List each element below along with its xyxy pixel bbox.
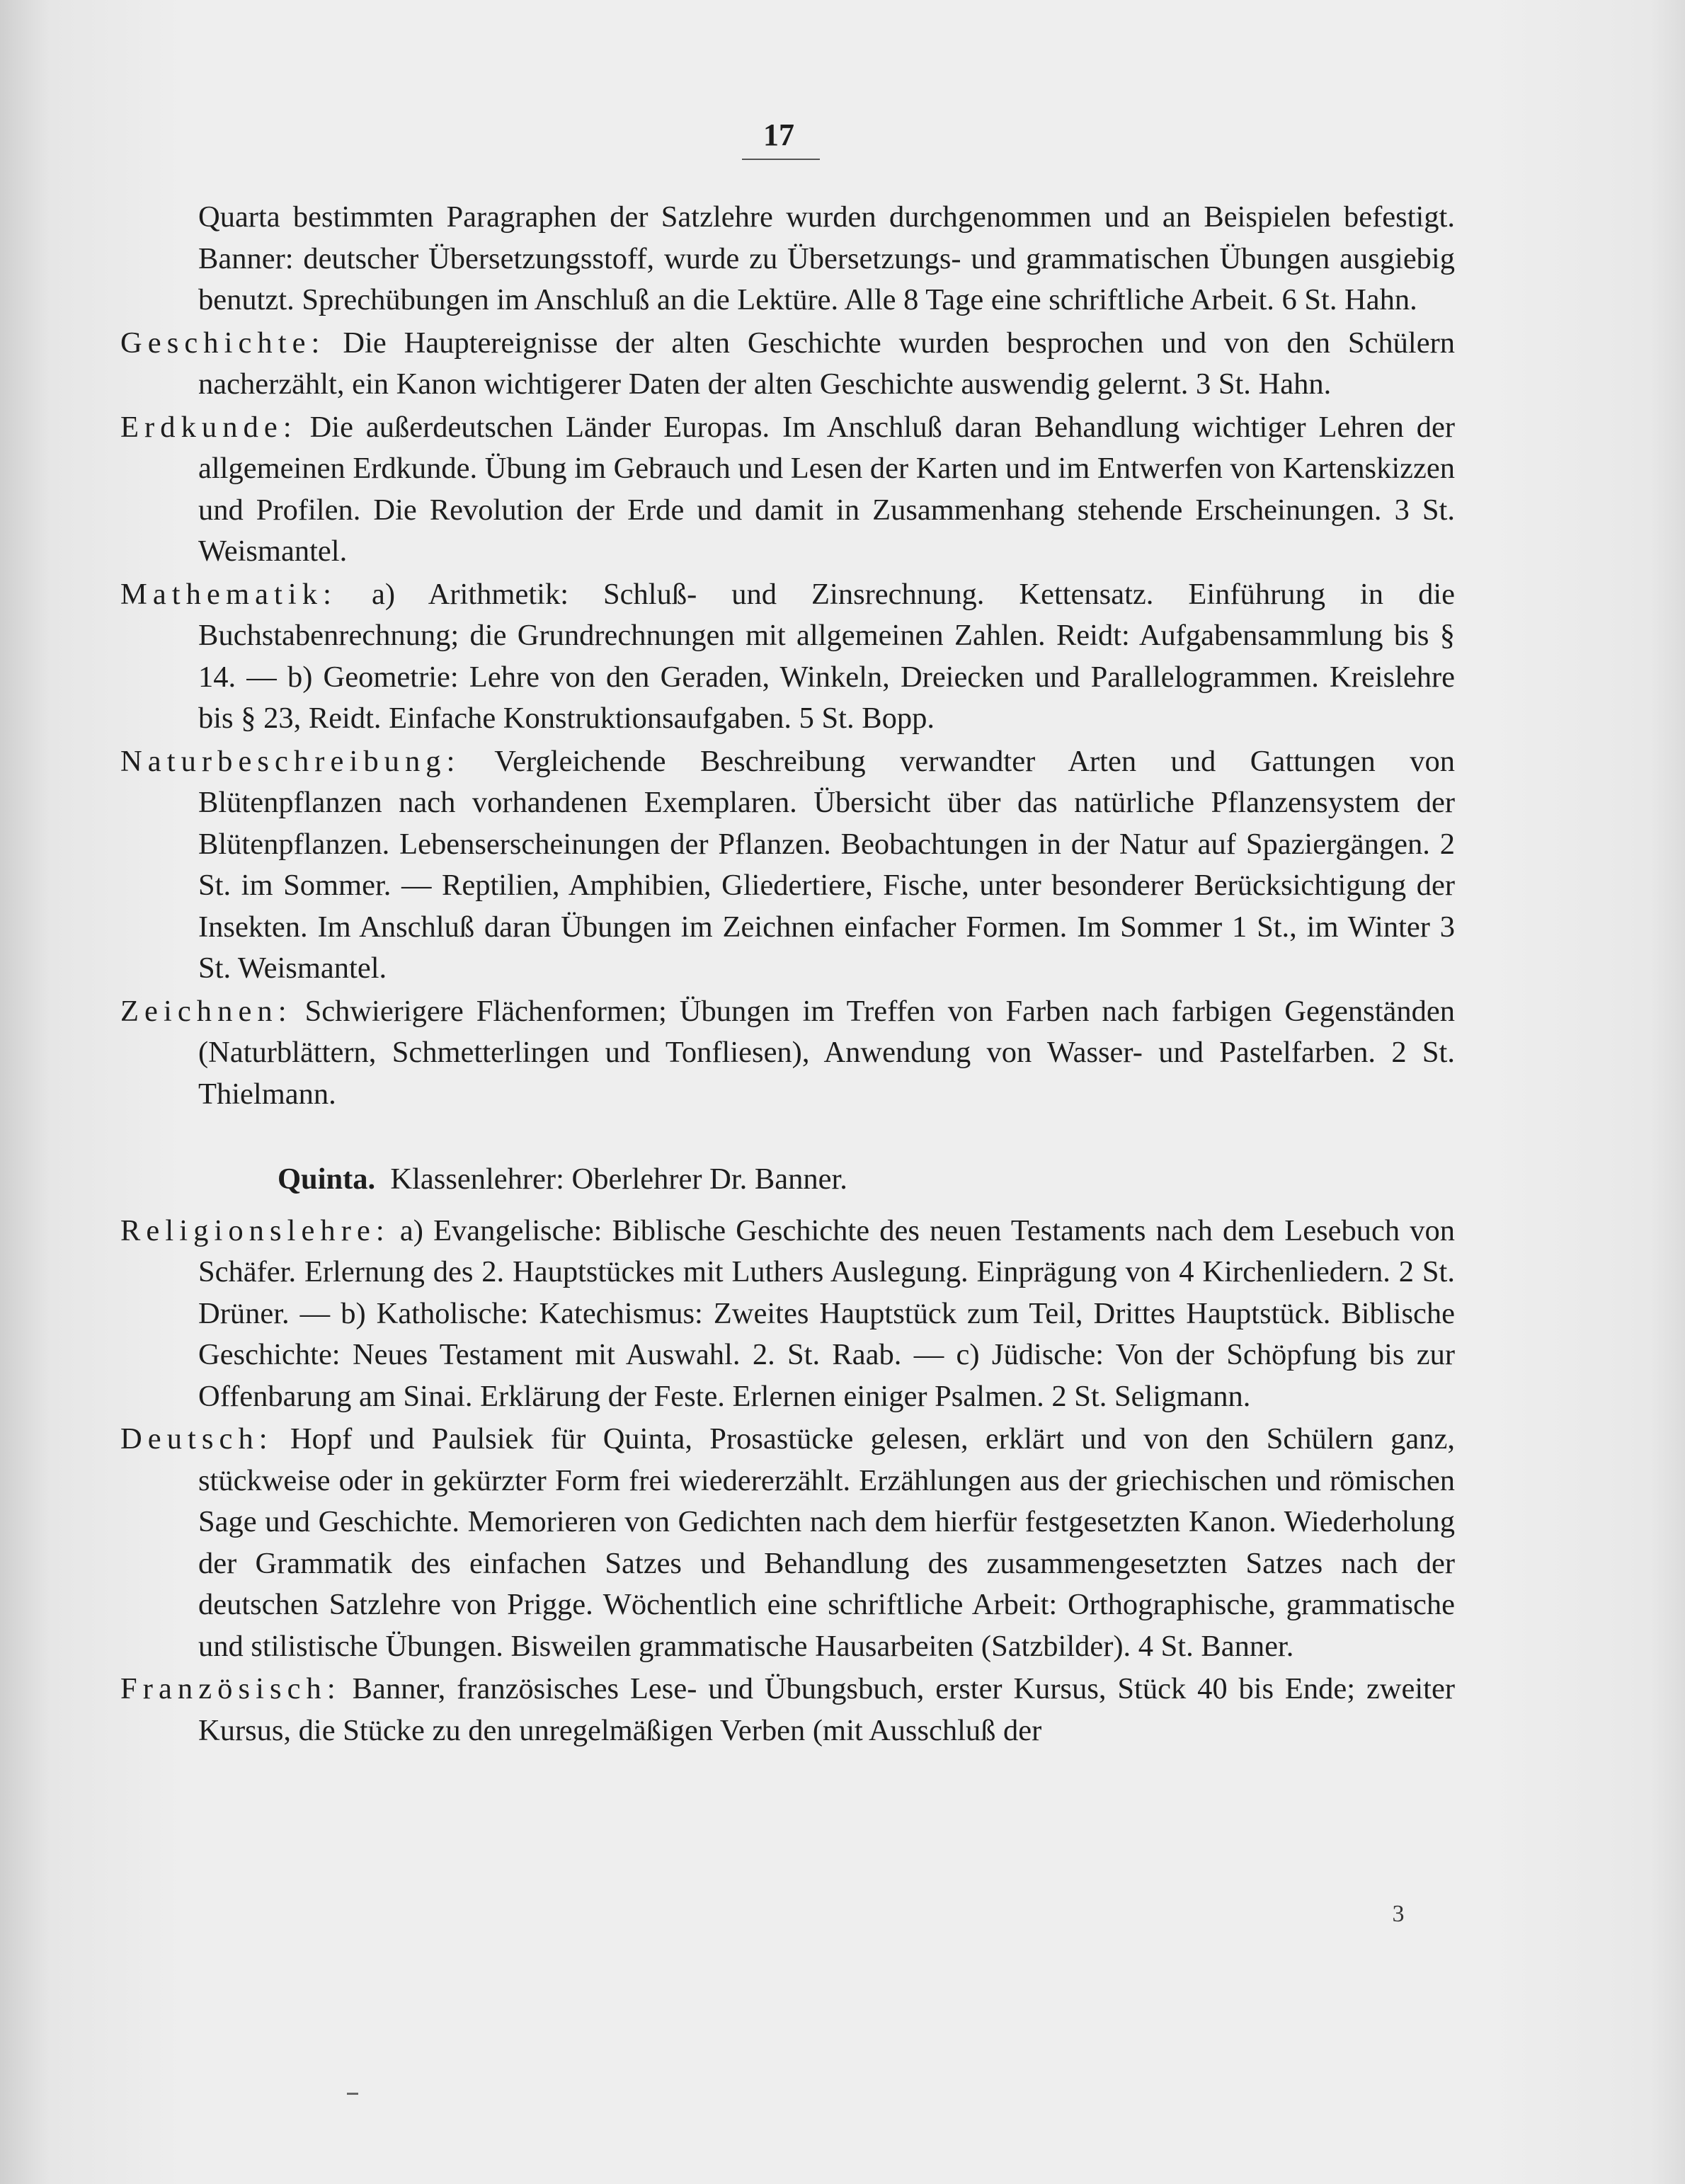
subject-religionslehre	[120, 1211, 1455, 1418]
subject-label: Geschichte:	[120, 326, 326, 360]
subject-franzoesisch	[120, 1669, 1455, 1751]
class-name: Quinta.	[278, 1162, 376, 1196]
subject-label: Deutsch:	[120, 1422, 273, 1456]
subject-label: Französisch:	[120, 1672, 341, 1705]
subject-text: Hopf und Paulsiek für Quinta, Prosastücke gelesen, erklärt und von den Schülern ganz, stückweise oder in gekürzter Form frei wiedererzählt. Erzählungen aus der griechischen und römischen Sage und Geschichte. Memorieren von Gedichten nach dem hierfür festgesetzten Kanon. Wiederholung der Grammatik des einfachen Satzes und Behandlung des zusammengesetzten Satzes nach der deutschen Satzlehre von Prigge. Wöchentlich eine schriftliche Arbeit: Orthographische, grammatische und stilistische Übungen. Bisweilen grammatische Hausarbeiten (Satzbilder). 4 St. Banner.	[198, 1422, 1455, 1663]
subject-zeichnen	[120, 991, 1455, 1116]
subject-text: Vergleichende Beschreibung verwandter Arten und Gattungen von Blütenpflanzen nach vorhandenen Exemplaren. Übersicht über das natürliche Pflanzensystem der Blütenpflanzen. Lebenserscheinungen der Pflanzen. Beobachtungen in der Natur auf Spaziergängen. 2 St. im Sommer. — Reptilien, Amphibien, Gliedertiere, Fische, unter besonderer Berücksichtigung der Insekten. Im Anschluß daran Übungen im Zeichnen einfacher Formen. Im Sommer 1 St., im Winter 3 St. Weismantel.	[198, 744, 1455, 985]
subject-mathematik	[120, 574, 1455, 740]
signature-mark: 3	[1392, 1901, 1405, 1927]
subject-erdkunde	[120, 407, 1455, 573]
subject-text: a) Evangelische: Biblische Geschichte des neuen Testaments nach dem Lesebuch von Schäfer. Erlernung des 2. Hauptstückes mit Luthers Auslegung. Einprägung von 4 Kirchenliedern. 2 St. Drüner. — b) Katholische: Katechismus: Zweites Hauptstück zum Teil, Drittes Hauptstück. Biblische Geschichte: Neues Testament mit Auswahl. 2. St. Raab. — c) Jüdische: Von der Schöpfung bis zur Offenbarung am Sinai. Erklärung der Feste. Erlernen einiger Psalmen. 2 St. Seligmann.	[198, 1213, 1455, 1413]
subject-text: a) Arithmetik: Schluß- und Zinsrechnung. Kettensatz. Einführung in die Buchstabenrechnung; die Grundrechnungen mit allgemeinen Zahlen. Reidt: Aufgabensammlung bis § 14. — b) Geometrie: Lehre von den Geraden, Winkeln, Dreiecken und Parallelogrammen. Kreislehre bis § 23, Reidt. Einfache Konstruktionsaufgaben. 5 St. Bopp.	[198, 577, 1455, 735]
subject-deutsch	[120, 1419, 1455, 1667]
class-teacher: Klassenlehrer: Oberlehrer Dr. Banner.	[390, 1162, 847, 1196]
subject-label: Zeichnen:	[120, 994, 292, 1028]
subject-text: Banner, französisches Lese- und Übungsbuch, erster Kursus, Stück 40 bis Ende; zweiter Kursus, die Stücke zu den unregelmäßigen Verben (mit Ausschluß der	[198, 1672, 1455, 1747]
subject-geschichte	[120, 323, 1455, 406]
subject-naturbeschreibung	[120, 741, 1455, 990]
page-number: 17	[763, 118, 794, 152]
class-heading-quinta	[120, 1159, 1455, 1201]
subject-label: Naturbeschreibung:	[120, 744, 461, 778]
subject-text: Schwierigere Flächenformen; Übungen im Treffen von Farben nach farbigen Gegenständen (Naturblättern, Schmetterlingen und Tonfliesen), Anwendung von Wasser- und Pastelfarben. 2 St. Thielmann.	[198, 994, 1455, 1111]
body-text	[120, 197, 1455, 1753]
subject-label: Erdkunde:	[120, 410, 297, 444]
subject-text: Die Hauptereignisse der alten Geschichte wurden besprochen und von den Schülern nacherzählt, ein Kanon wichtigerer Daten der alten Geschichte auswendig gelernt. 3 St. Hahn.	[198, 326, 1455, 401]
subject-label: Religionslehre:	[120, 1213, 390, 1247]
subject-label: Mathematik:	[120, 577, 337, 611]
page-number-rule	[742, 159, 820, 160]
scan-speck	[347, 2093, 358, 2095]
subject-text: Die außerdeutschen Länder Europas. Im Anschluß daran Behandlung wichtiger Lehren der allgemeinen Erdkunde. Übung im Gebrauch und Lesen der Karten und im Entwerfen von Kartenskizzen und Profilen. Die Revolution der Erde und damit in Zusammenhang stehende Erscheinungen. 3 St. Weismantel.	[198, 410, 1455, 568]
quarta-french-continuation: Quarta bestimmten Paragraphen der Satzlehre wurden durchgenommen und an Beispielen befestigt. Banner: deutscher Übersetzungsstoff, wurde zu Übersetzungs- und grammatischen Übungen ausgiebig benutzt. Sprechübungen im Anschluß an die Lektüre. Alle 8 Tage eine schriftliche Arbeit. 6 St. Hahn.	[198, 200, 1455, 316]
